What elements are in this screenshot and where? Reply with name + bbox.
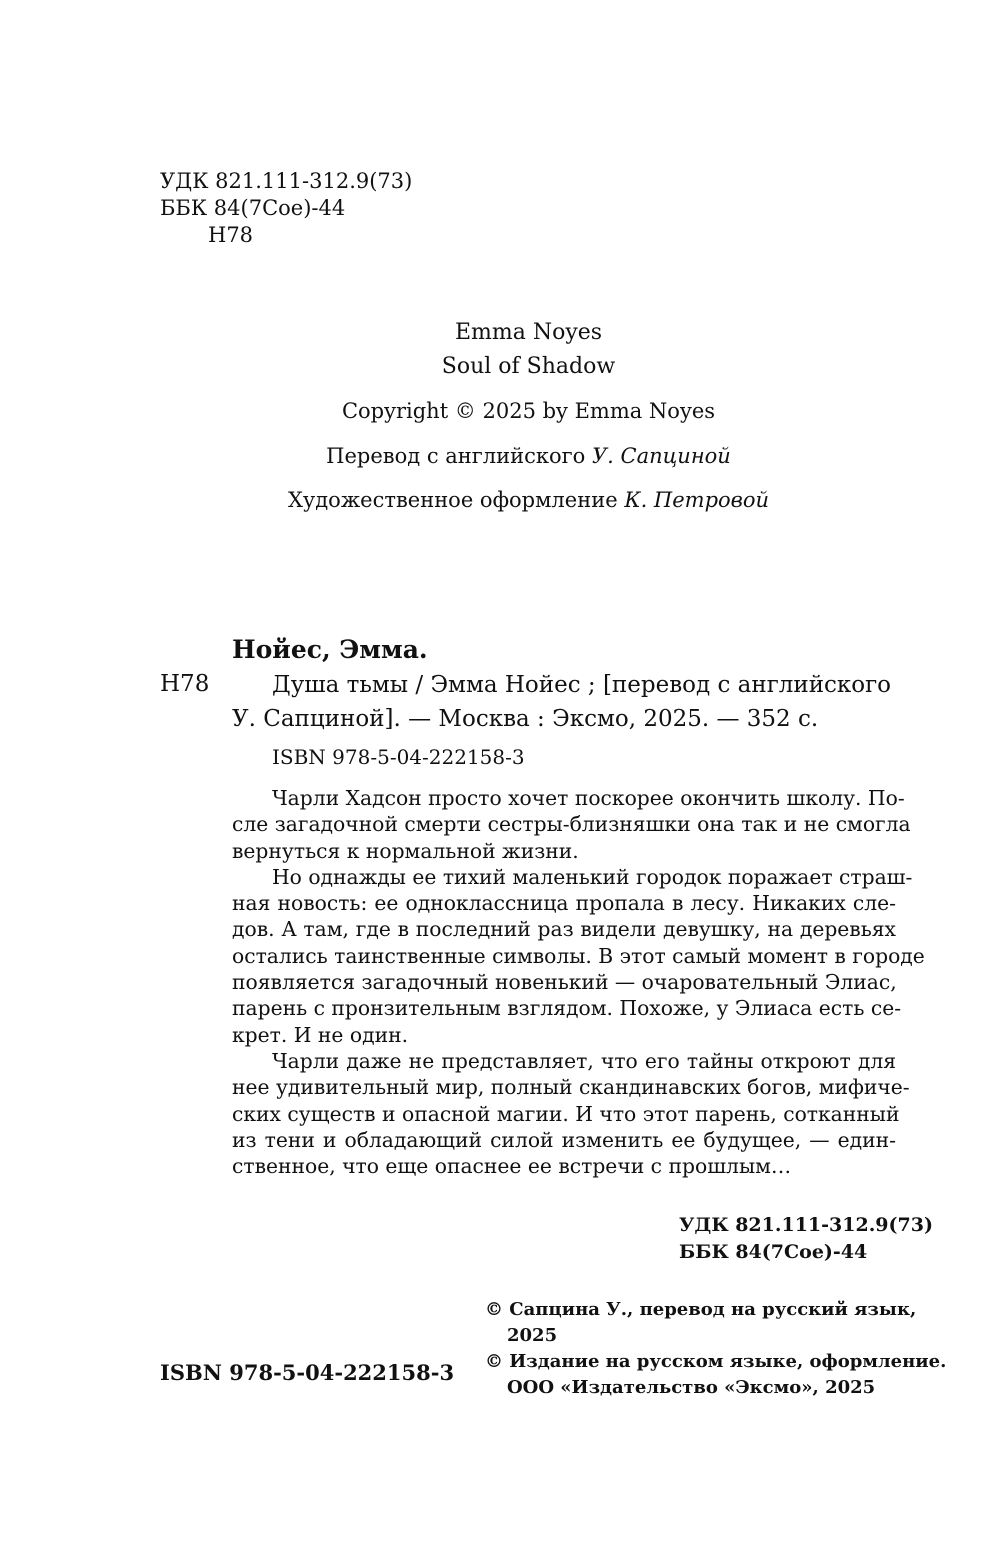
annotation-line: Но однажды ее тихий маленький городок поражает страш-: [272, 864, 913, 889]
catalog-citation: [232, 668, 896, 736]
annotation: [232, 785, 925, 1179]
udk-code: УДК 821.111-312.9(73): [679, 1214, 933, 1236]
annotation-line: ственное, что еще опаснее ее встречи с прошлым…: [232, 1154, 792, 1179]
copyright-notices: [485, 1297, 946, 1401]
design-label: Художественное оформление: [287, 488, 618, 512]
citation-line: Душа тьмы / Эмма Нойес ; [перевод с английского: [272, 672, 892, 698]
annotation-line: ная новость: ее одноклассница пропала в лесу. Никаких сле-: [232, 891, 896, 916]
copyright-line: 2025: [507, 1325, 558, 1346]
annotation-line: нее удивительный мир, полный скандинавских богов, мифиче-: [232, 1075, 910, 1100]
udk-code: УДК 821.111-312.9(73): [160, 169, 413, 193]
annotation-line: вернуться к нормальной жизни.: [232, 838, 579, 863]
annotation-line: крет. И не один.: [232, 1022, 409, 1047]
annotation-line: Чарли даже не представляет, что его тайны откроют для: [272, 1048, 896, 1073]
bottom-classification-codes: [679, 1212, 933, 1266]
annotation-line: ских существ и опасной магии. И что этот парень, сотканный: [232, 1101, 900, 1126]
annotation-line: сле загадочной смерти сестры-близняшки она так и не смогла: [232, 812, 911, 837]
original-author: Emma Noyes: [454, 320, 603, 345]
catalog-isbn: ISBN 978-5-04-222158-3: [272, 745, 525, 769]
catalog-author-heading: Нойес, Эмма.: [232, 635, 428, 664]
annotation-line: Чарли Хадсон просто хочет поскорее окончить школу. По-: [272, 786, 905, 810]
annotation-line: остались таинственные символы. В этот самый момент в городе: [232, 943, 925, 968]
bbk-code: ББК 84(7Сое)-44: [679, 1241, 868, 1263]
citation-line: У. Сапциной]. — Москва : Эксмо, 2025. — 352 с.: [232, 706, 819, 732]
original-copyright: Copyright © 2025 by Emma Noyes: [341, 399, 716, 423]
copyright-line: ООО «Издательство «Эксмо», 2025: [507, 1377, 876, 1398]
translation-credit: [0, 444, 1000, 468]
translator-name: У. Сапциной: [592, 444, 731, 468]
designer-name: К. Петровой: [624, 488, 770, 512]
catalog-author-mark: Н78: [160, 671, 210, 697]
isbn-bottom: ISBN 978-5-04-222158-3: [160, 1360, 455, 1385]
annotation-line: парень с пронзительным взглядом. Похоже, у Элиаса есть се-: [232, 996, 902, 1021]
annotation-line: дов. А там, где в последний раз видели девушку, на деревьях: [232, 917, 896, 942]
copyright-line: © Сапцина У., перевод на русский язык,: [485, 1299, 917, 1320]
original-title: Soul of Shadow: [441, 354, 616, 379]
top-classification-codes: [160, 168, 412, 249]
copyright-line: © Издание на русском языке, оформление.: [485, 1351, 947, 1372]
annotation-line: появляется загадочный новенький — очаровательный Элиас,: [232, 970, 897, 995]
bbk-code: ББК 84(7Сое)-44: [160, 196, 346, 220]
annotation-line: из тени и обладающий силой изменить ее будущее, — един-: [232, 1127, 896, 1152]
design-credit: [0, 488, 1000, 512]
translation-label: Перевод с английского: [326, 444, 586, 468]
author-mark: Н78: [208, 223, 254, 247]
